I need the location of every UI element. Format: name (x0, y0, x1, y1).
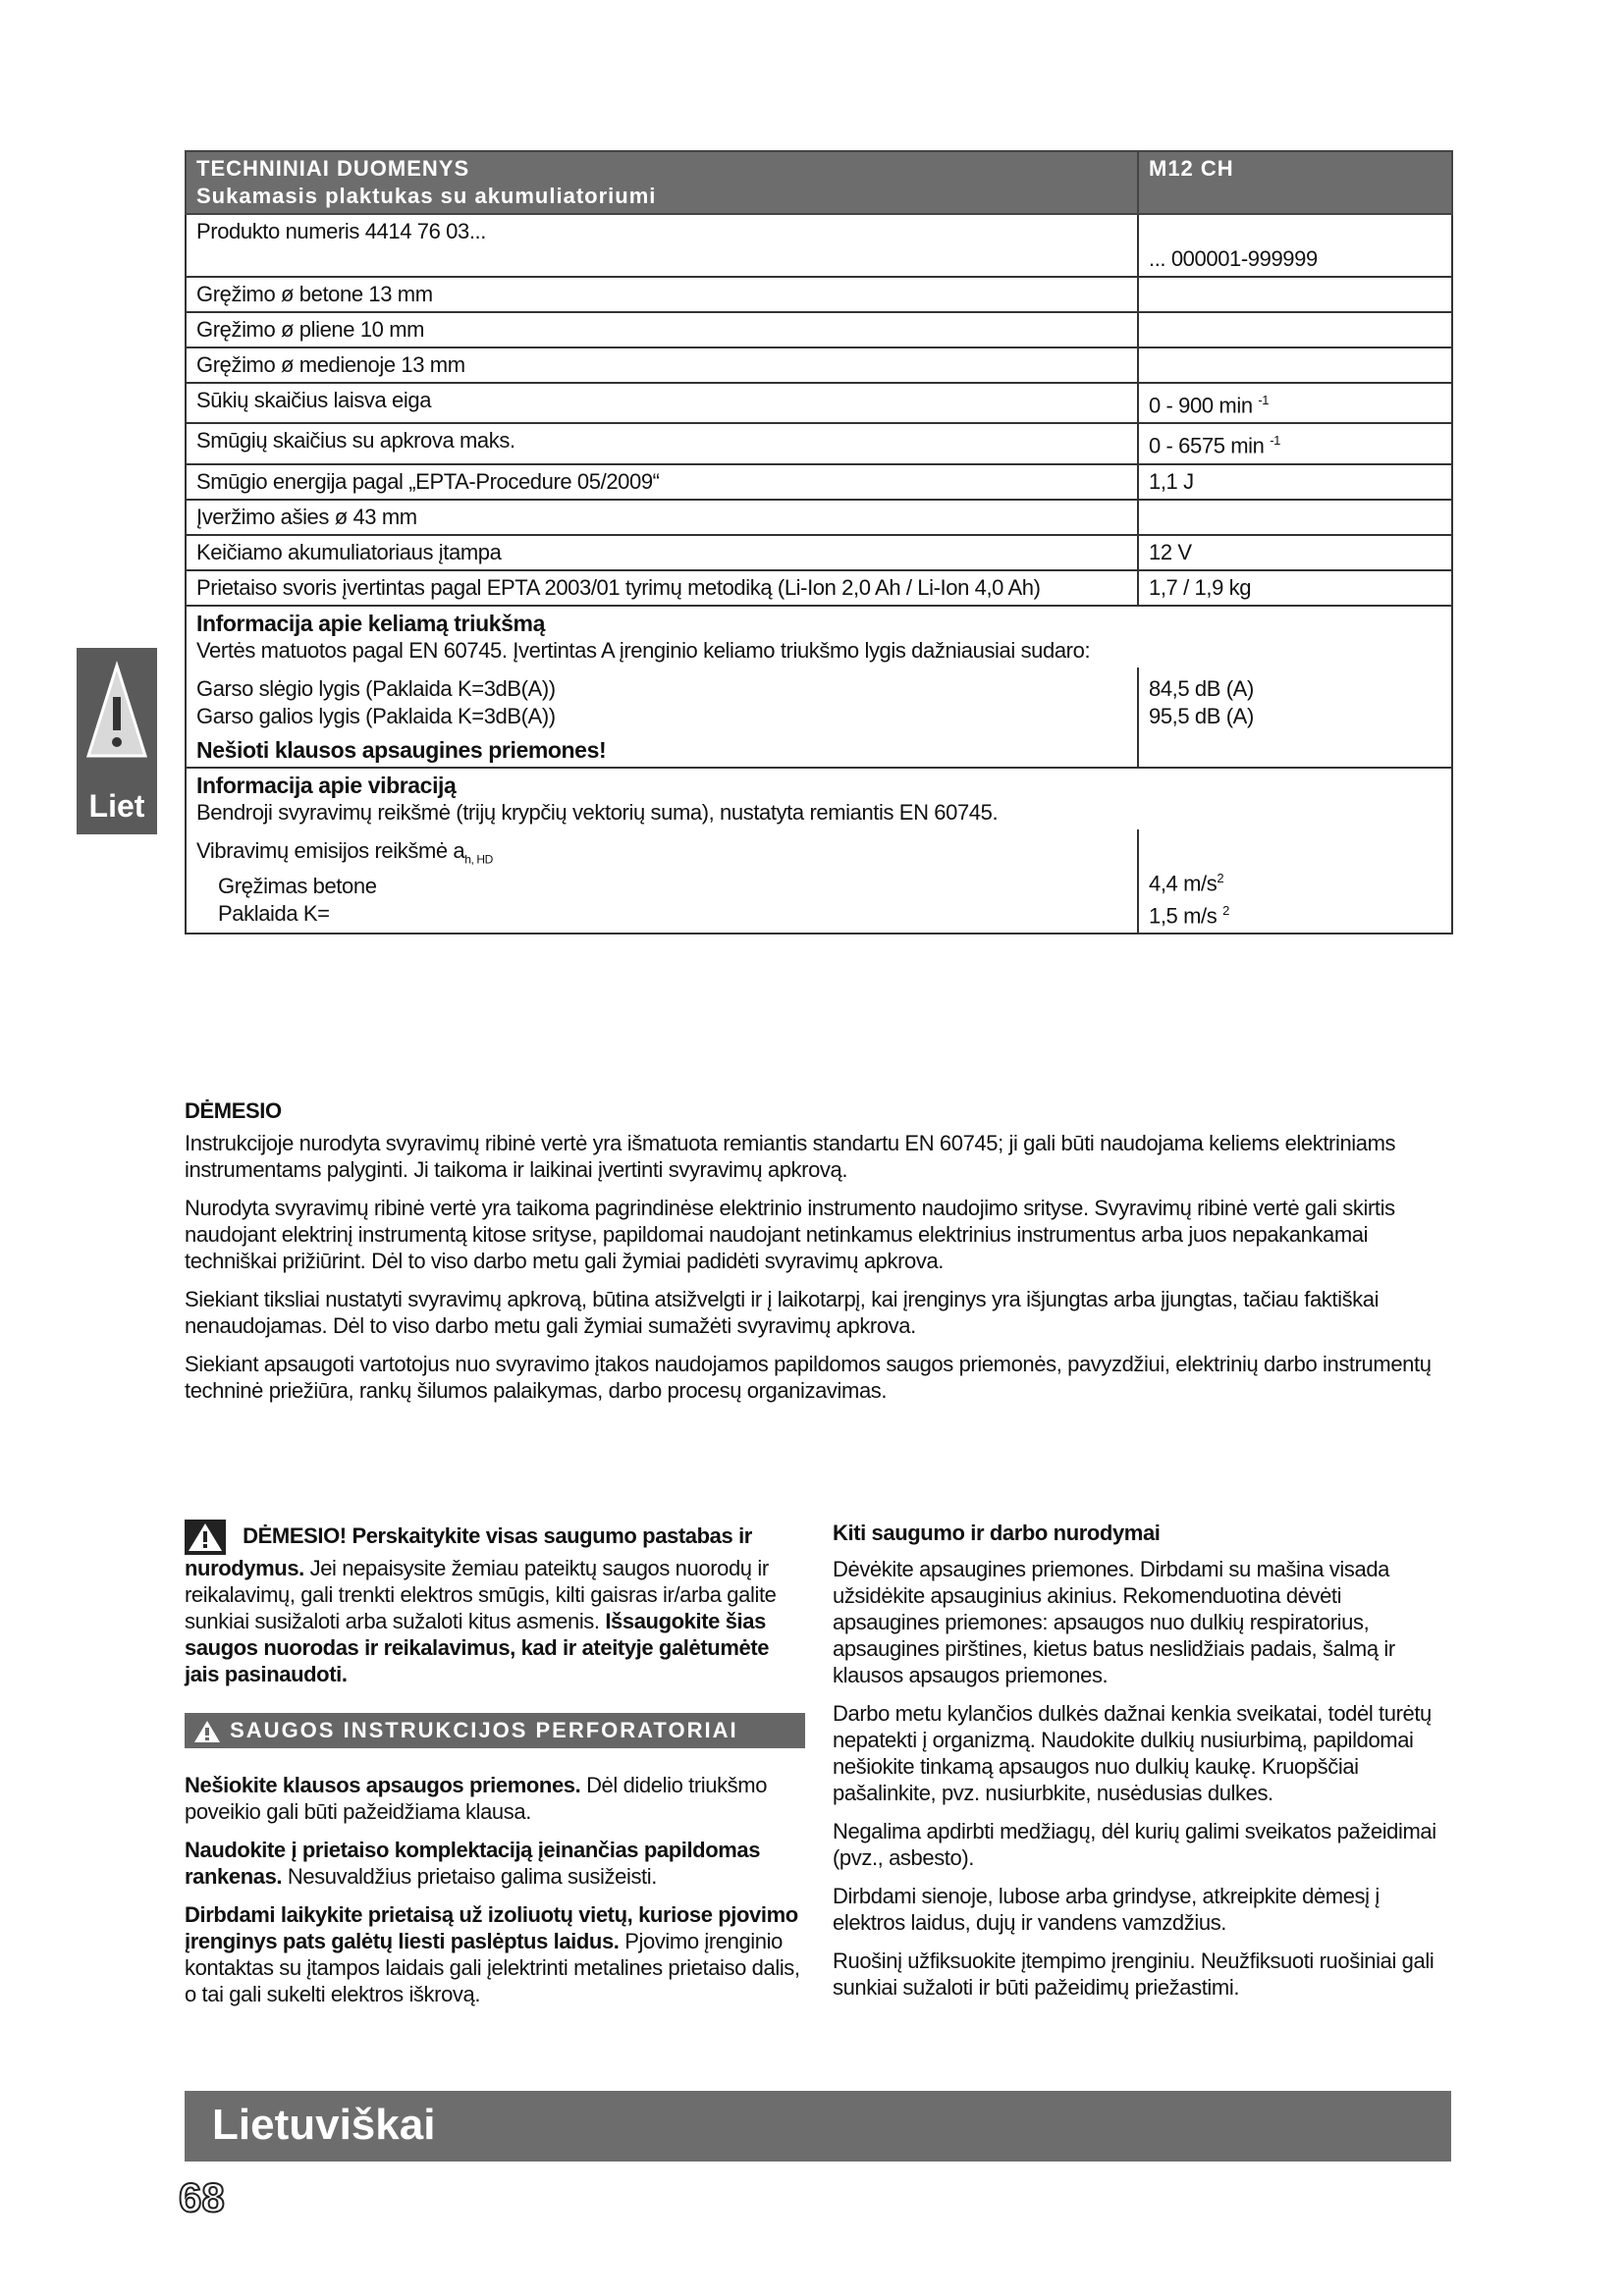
row-value: 1,7 / 1,9 kg (1138, 570, 1452, 606)
instruction-bold: Nešiokite klausos apsaugos priemones. (185, 1773, 581, 1798)
table-row (186, 570, 1452, 606)
instruction-paragraph: Darbo metu kylančios dulkės dažnai kenkia sveikatai, todėl turėtų nepatekti į organizmą. Naudokite dulkių nusiurbimą, papildomai nešiokite tinkamą apsaugos nuo dulkių kaukę. Kruopščiai pašalinkite, pvz. nusiurbkite, nusėdusias dulkes. (833, 1701, 1432, 1805)
warning-text: Jei nepaisysite žemiau pateiktų saugos nuorodų ir reikalavimų, gali trenkti elektros smūgis, kilti gaisras ir/arba galite sunkiai susižaloti arba sužaloti kitus asmenis. (185, 1556, 777, 1633)
page-number: 68 (179, 2174, 225, 2220)
instruction-text: Dėl didelio triukšmo poveikio gali būti pažeidžiama klausa. (185, 1773, 768, 1825)
warning-bold-text: Išsaugokite šias saugos nuorodas ir reikalavimus, kad ir ateityje galėtumėte jais pasinaudoti. (185, 1609, 770, 1686)
vibration-intro: Bendroji svyravimų reikšmė (trijų krypčių vektorių suma), nustatyta remiantis EN 60745. (196, 799, 999, 825)
right-column-title: Kiti saugumo ir darbo nurodymai (833, 1521, 1161, 1545)
table-row (186, 464, 1452, 500)
instruction-paragraph: Negalima apdirbti medžiagų, dėl kurių galimi sveikatos pažeidimai (pvz., asbesto). (833, 1819, 1436, 1870)
instruction-paragraph: Ruošinį užfiksuokite įtempimo įrenginiu. Neužfiksuoti ruošiniai gali sunkiai sužaloti ir būti pažeidimų priežastimi. (833, 1949, 1435, 2000)
unit-exponent: 2 (1217, 870, 1224, 885)
sound-power-label: Garso galios lygis (Paklaida K=3dB(A)) (196, 703, 556, 728)
noise-values (186, 667, 1452, 768)
table-row (186, 312, 1452, 347)
section-bar (185, 1713, 805, 1748)
vibration-emission-subscript: h, HD (464, 852, 493, 867)
attention-notice (185, 1097, 1451, 1415)
footer-language: Lietuviškai (212, 2101, 436, 2149)
row-value (1138, 347, 1452, 383)
notice-paragraph: Instrukcijoje nurodyta svyravimų ribinė vertė yra išmatuota remiantis standartu EN 60745; ji gali būti naudojama keliems elektriniams instrumentams palyginti. Ji taikoma ir laikinai įvertinti svyravimų apkrovą. (185, 1131, 1396, 1182)
language-footer-bar (185, 2091, 1451, 2162)
instruction-text: Nesuvaldžius prietaiso galima susižeisti. (282, 1864, 657, 1890)
safety-left-column (185, 1520, 805, 2019)
drilling-label: Gręžimas betone (218, 874, 377, 899)
sound-pressure-value: 84,5 dB (A) (1149, 675, 1254, 701)
table-row (186, 423, 1452, 463)
noise-intro: Vertės matuotos pagal EN 60745. Įvertintas A įrenginio keliamo triukšmo lygis dažniausiai sudaro: (196, 637, 1091, 663)
notice-title: DĖMESIO (185, 1098, 282, 1123)
row-label: Smūgių skaičius su apkrova maks. (186, 423, 1138, 463)
sound-pressure-label: Garso slėgio lygis (Paklaida K=3dB(A)) (196, 675, 556, 701)
unit-exponent: 2 (1222, 902, 1229, 918)
vibration-emission-label: Vibravimų emisijos reikšmė a (196, 837, 465, 863)
row-value: 0 - 900 min (1149, 393, 1253, 418)
row-label: Gręžimo ø betone 13 mm (186, 277, 1138, 312)
tolerance-value: 1,5 m/s (1149, 903, 1218, 929)
table-row (186, 277, 1452, 312)
row-label: Gręžimo ø medienoje 13 mm (186, 347, 1138, 383)
row-value: 12 V (1138, 535, 1452, 570)
vibration-section (186, 768, 1452, 829)
side-tab-label: Liet (88, 788, 145, 824)
drilling-value: 4,4 m/s (1149, 870, 1218, 895)
table-row (186, 535, 1452, 570)
instruction-paragraph: Dirbdami sienoje, lubose arba grindyse, atkreipkite dėmesį į elektros laidus, dujų ir vandens vamzdžius. (833, 1884, 1380, 1935)
warning-triangle-icon (192, 1719, 222, 1744)
noise-section (186, 606, 1452, 667)
language-side-tab (77, 648, 157, 834)
sound-power-value: 95,5 dB (A) (1149, 703, 1254, 728)
warning-triangle-icon (84, 658, 149, 766)
instruction-bold: Dirbdami laikykite prietaisą už izoliuotų vietų, kuriose pjovimo įrenginys pats galėtų liesti paslėptus laidus. (185, 1902, 798, 1954)
instruction-text: Pjovimo įrenginio kontaktas su įtampos laidais gali įelektrinti metalines prietaiso dalis, o tai gali sukelti elektros iškrovą. (185, 1929, 800, 2007)
instruction-bold: Naudokite į prietaiso komplektaciją įeinančias papildomas rankenas. (185, 1838, 761, 1890)
section-bar-title: SAUGOS INSTRUKCIJOS PERFORATORIAI (230, 1718, 738, 1742)
noise-title: Informacija apie keliamą triukšmą (196, 610, 545, 636)
row-label: Keičiamo akumuliatoriaus įtampa (186, 535, 1138, 570)
row-label: Smūgio energija pagal „EPTA-Procedure 05/2009“ (186, 464, 1138, 500)
technical-data-table (185, 150, 1453, 934)
warning-bold-text: DĖMESIO! Perskaitykite visas saugumo pastabas ir nurodymus. (185, 1522, 752, 1580)
notice-paragraph: Siekiant apsaugoti vartotojus nuo svyravimo įtakos naudojamos papildomos saugos priemonės, pavyzdžiui, elektrinių darbo instrumentų techninė priežiūra, rankų šilumos palaikymas, darbo procesų organizavimas. (185, 1352, 1432, 1403)
model-name: M12 CH (1138, 151, 1452, 214)
table-row (186, 383, 1452, 423)
table-row (186, 347, 1452, 383)
row-value (1138, 277, 1452, 312)
row-unit-exponent: -1 (1270, 433, 1280, 449)
warning-triangle-icon (185, 1520, 226, 1555)
table-row (186, 214, 1452, 277)
row-value (1138, 312, 1452, 347)
vibration-values (186, 829, 1452, 934)
row-label: Prietaiso svoris įvertintas pagal EPTA 2003/01 tyrimų metodiką (Li-Ion 2,0 Ah / Li-Ion 4,0 Ah) (186, 570, 1138, 606)
row-unit-exponent: -1 (1258, 393, 1270, 407)
tolerance-label: Paklaida K= (218, 901, 330, 927)
table-subtitle: Sukamasis plaktukas su akumuliatoriumi (196, 184, 657, 208)
hearing-protection-warning: Nešioti klausos apsaugines priemones! (196, 736, 607, 763)
row-value: ... 000001-999999 (1149, 246, 1318, 271)
row-value: 1,1 J (1138, 464, 1452, 500)
row-label: Produkto numeris 4414 76 03... (186, 214, 1138, 277)
vibration-title: Informacija apie vibraciją (196, 772, 457, 798)
row-label: Įveržimo ašies ø 43 mm (186, 500, 1138, 535)
notice-paragraph: Siekiant tiksliai nustatyti svyravimų apkrovą, būtina atsižvelgti ir į laikotarpį, kai įrenginys yra išjungtas arba įjungtas, tačiau faktiškai nenaudojamas. Dėl to viso darbo metu gali žymiai sumažėti svyravimų apkrova. (185, 1287, 1380, 1338)
row-value: 0 - 6575 min (1149, 433, 1265, 458)
row-label: Gręžimo ø pliene 10 mm (186, 312, 1138, 347)
safety-right-column (833, 1520, 1451, 2012)
row-value (1138, 500, 1452, 535)
table-row (186, 500, 1452, 535)
table-header (186, 151, 1452, 214)
table-title: TECHNINIAI DUOMENYS (196, 156, 470, 181)
instruction-paragraph: Dėvėkite apsaugines priemones. Dirbdami su mašina visada užsidėkite apsauginius akinius. Rekomenduotina dėvėti apsaugines priemones: apsaugos nuo dulkių respiratorius, apsaugines pirštines, kietus batus neslidžiais padais, šalmą ir klausos apsaugos priemones. (833, 1557, 1395, 1687)
notice-paragraph: Nurodyta svyravimų ribinė vertė yra taikoma pagrindinėse elektrinio instrumento naudojimo srityse. Svyravimų ribinė vertė gali skirtis naudojant elektrinį instrumentą kitose srityse, papildomai naudojant netinkamus elektrinius instrumentus arba juos nepakankamai techniškai prižiūrint. Dėl to viso darbo metu gali žymiai padidėti svyravimų apkrova. (185, 1196, 1395, 1273)
row-label: Sūkių skaičius laisva eiga (186, 383, 1138, 423)
